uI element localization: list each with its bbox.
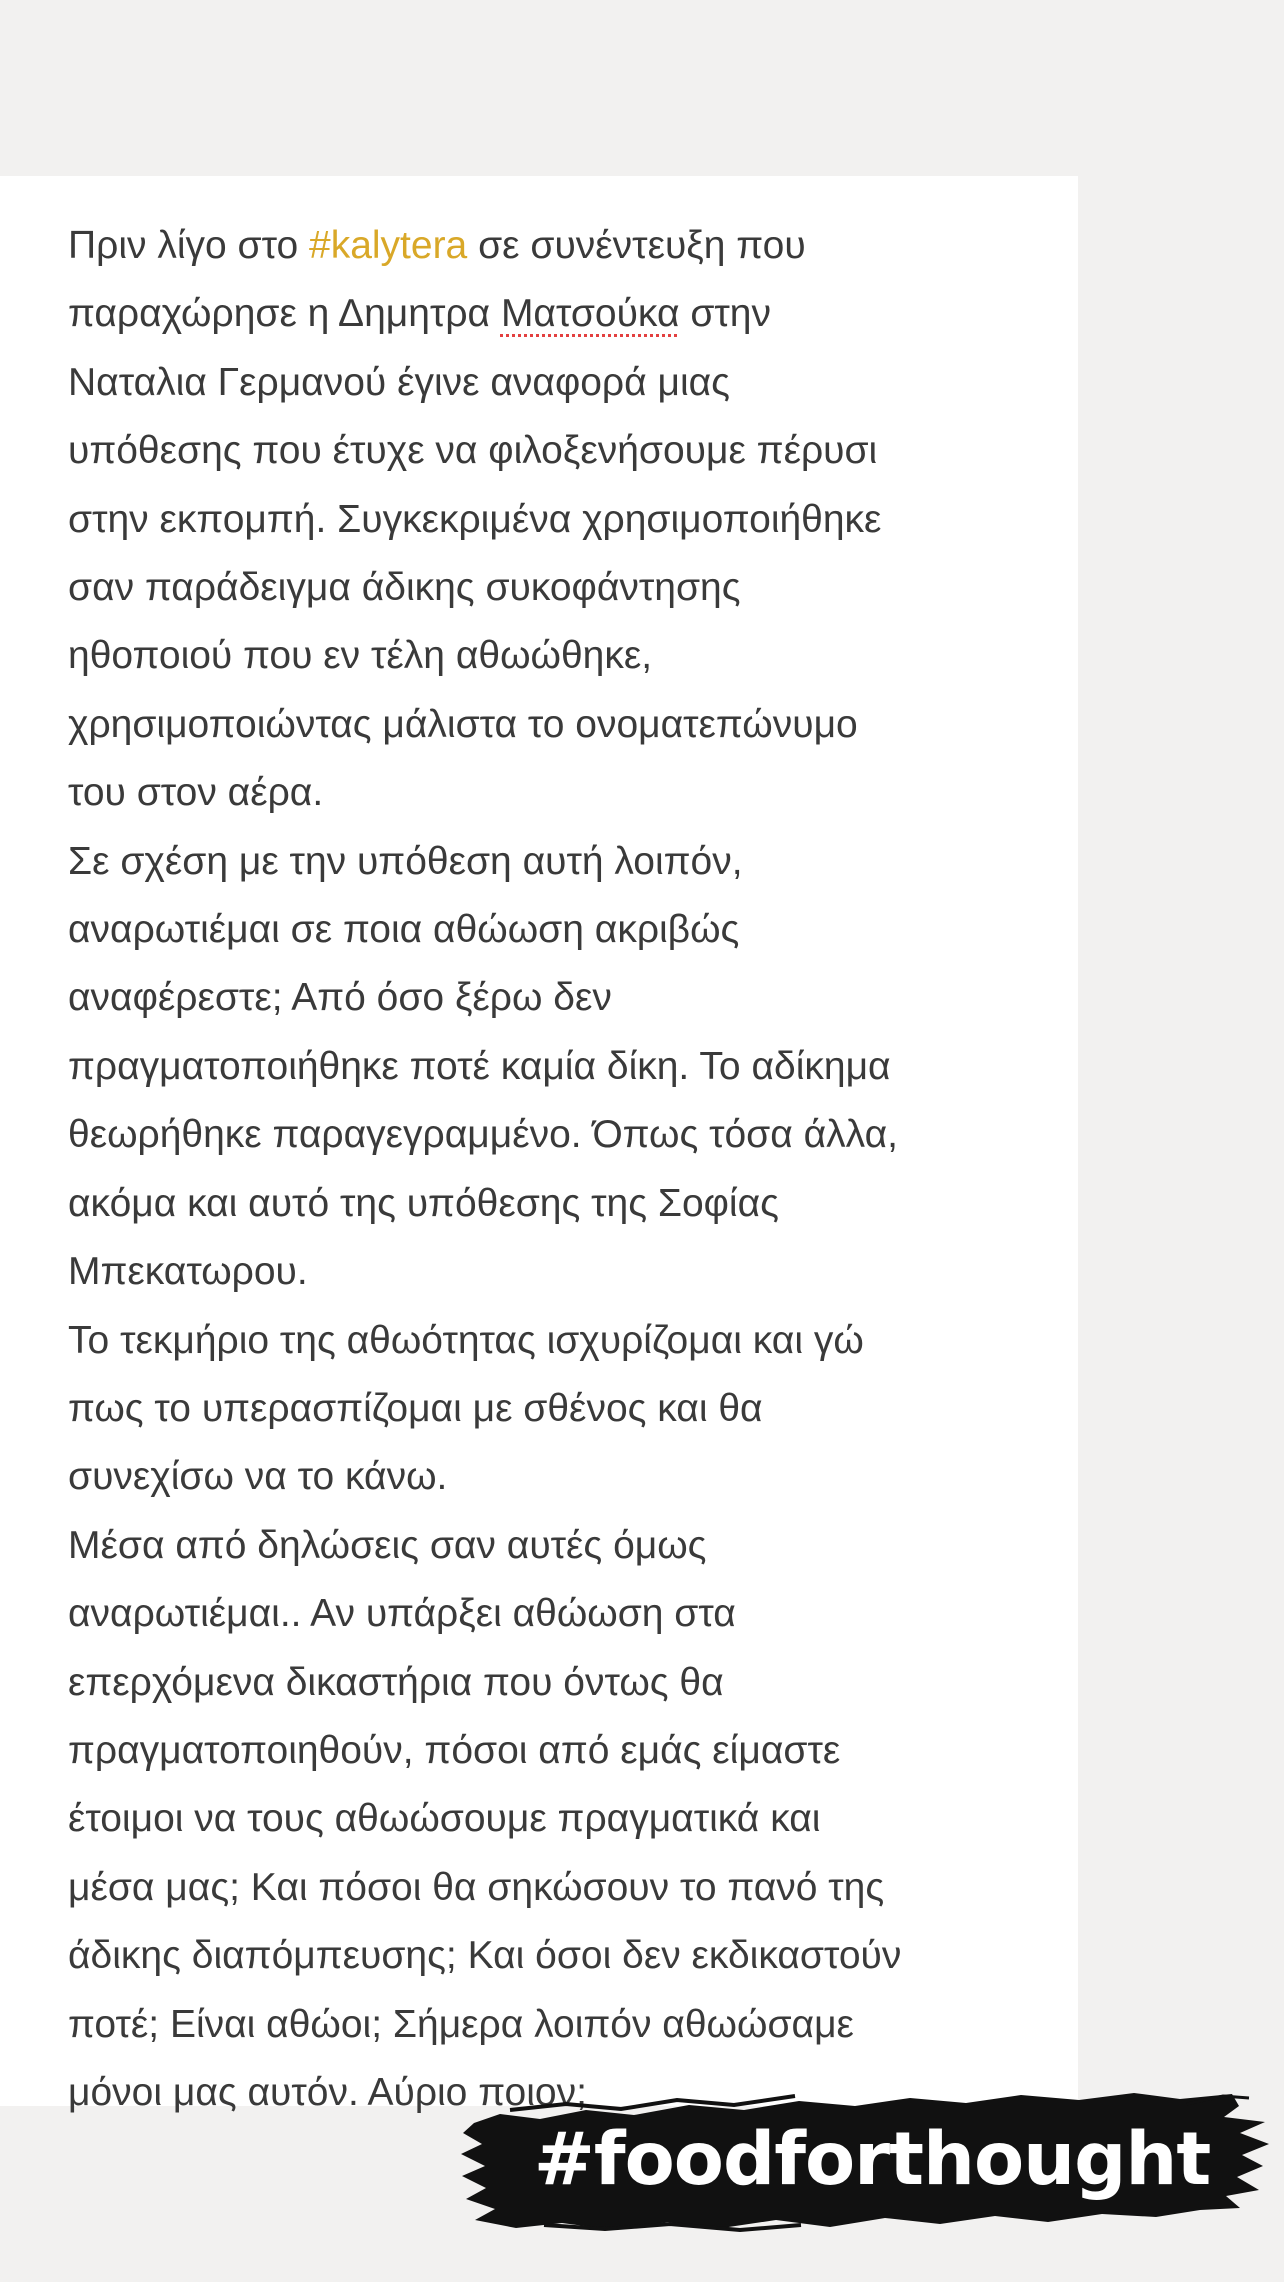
note-text xyxy=(68,212,1028,2127)
note-line: πως το υπερασπίζομαι με σθένος και θα xyxy=(68,1386,763,1430)
note-text-segment: στην xyxy=(679,292,771,336)
note-card xyxy=(0,176,1078,2114)
note-line: ποτέ; Είναι αθώοι; Σήμερα λοιπόν αθωώσαμε xyxy=(68,2002,854,2046)
note-line: μόνοι μας αυτόν. Αύριο ποιον; xyxy=(68,2070,587,2114)
note-text-segment: Πριν λίγο στο xyxy=(68,224,309,267)
note-line: μέσα μας; Και πόσοι θα σηκώσουν το πανό της xyxy=(68,1865,885,1909)
note-line: χρησιμοποιώντας μάλιστα το ονοματεπώνυμο xyxy=(68,702,858,746)
note-line: Το τεκμήριο της αθωότητας ισχυρίζομαι και γώ xyxy=(68,1318,864,1362)
note-line xyxy=(68,212,1028,280)
note-line xyxy=(68,280,1028,348)
foodforthought-hashtag-sticker[interactable] xyxy=(458,2086,1270,2232)
note-line: υπόθεσης που έτυχε να φιλοξενήσουμε πέρυσι xyxy=(68,429,878,473)
note-text-segment: παραχώρησε η Δημητρα xyxy=(68,292,501,336)
note-line: άδικης διαπόμπευσης; Και όσοι δεν εκδικαστούν xyxy=(68,1934,902,1978)
note-line: επερχόμενα δικαστήρια που όντως θα xyxy=(68,1660,724,1704)
note-line: αναρωτιέμαι.. Αν υπάρξει αθώωση στα xyxy=(68,1592,736,1636)
note-line: ηθοποιού που εν τέλη αθωώθηκε, xyxy=(68,634,653,678)
note-line: στην εκπομπή. Συγκεκριμένα χρησιμοποιήθηκε xyxy=(68,497,882,541)
note-line: πραγματοποιήθηκε ποτέ καμία δίκη. Το αδίκημα xyxy=(68,1044,891,1088)
note-line: πραγματοποιηθούν, πόσοι από εμάς είμαστε xyxy=(68,1728,841,1772)
note-line: ακόμα και αυτό της υπόθεσης της Σοφίας xyxy=(68,1181,779,1225)
note-line: του στον αέρα. xyxy=(68,771,324,815)
foodforthought-hashtag-text: #foodforthought xyxy=(533,2117,1211,2202)
note-line: αναρωτιέμαι σε ποια αθώωση ακριβώς xyxy=(68,908,740,952)
note-line: Σε σχέση με την υπόθεση αυτή λοιπόν, xyxy=(68,839,743,883)
note-line: έτοιμοι να τους αθωώσουμε πραγματικά και xyxy=(68,1797,821,1841)
note-line: αναφέρεστε; Από όσο ξέρω δεν xyxy=(68,976,612,1020)
note-line: θεωρήθηκε παραγεγραμμένο. Όπως τόσα άλλα, xyxy=(68,1113,898,1157)
spellcheck-flagged-word: Ματσούκα xyxy=(500,292,680,336)
note-line: Μέσα από δηλώσεις σαν αυτές όμως xyxy=(68,1523,707,1567)
note-line: Ναταλια Γερμανού έγινε αναφορά μιας xyxy=(68,360,730,404)
note-line: συνεχίσω να το κάνω. xyxy=(68,1455,448,1499)
note-line: Μπεκατωρου. xyxy=(68,1250,308,1294)
note-text-segment: σε συνέντευξη που xyxy=(467,224,806,267)
note-line: σαν παράδειγμα άδικης συκοφάντησης xyxy=(68,566,741,610)
kalytera-hashtag-link[interactable]: #kalytera xyxy=(309,224,468,267)
